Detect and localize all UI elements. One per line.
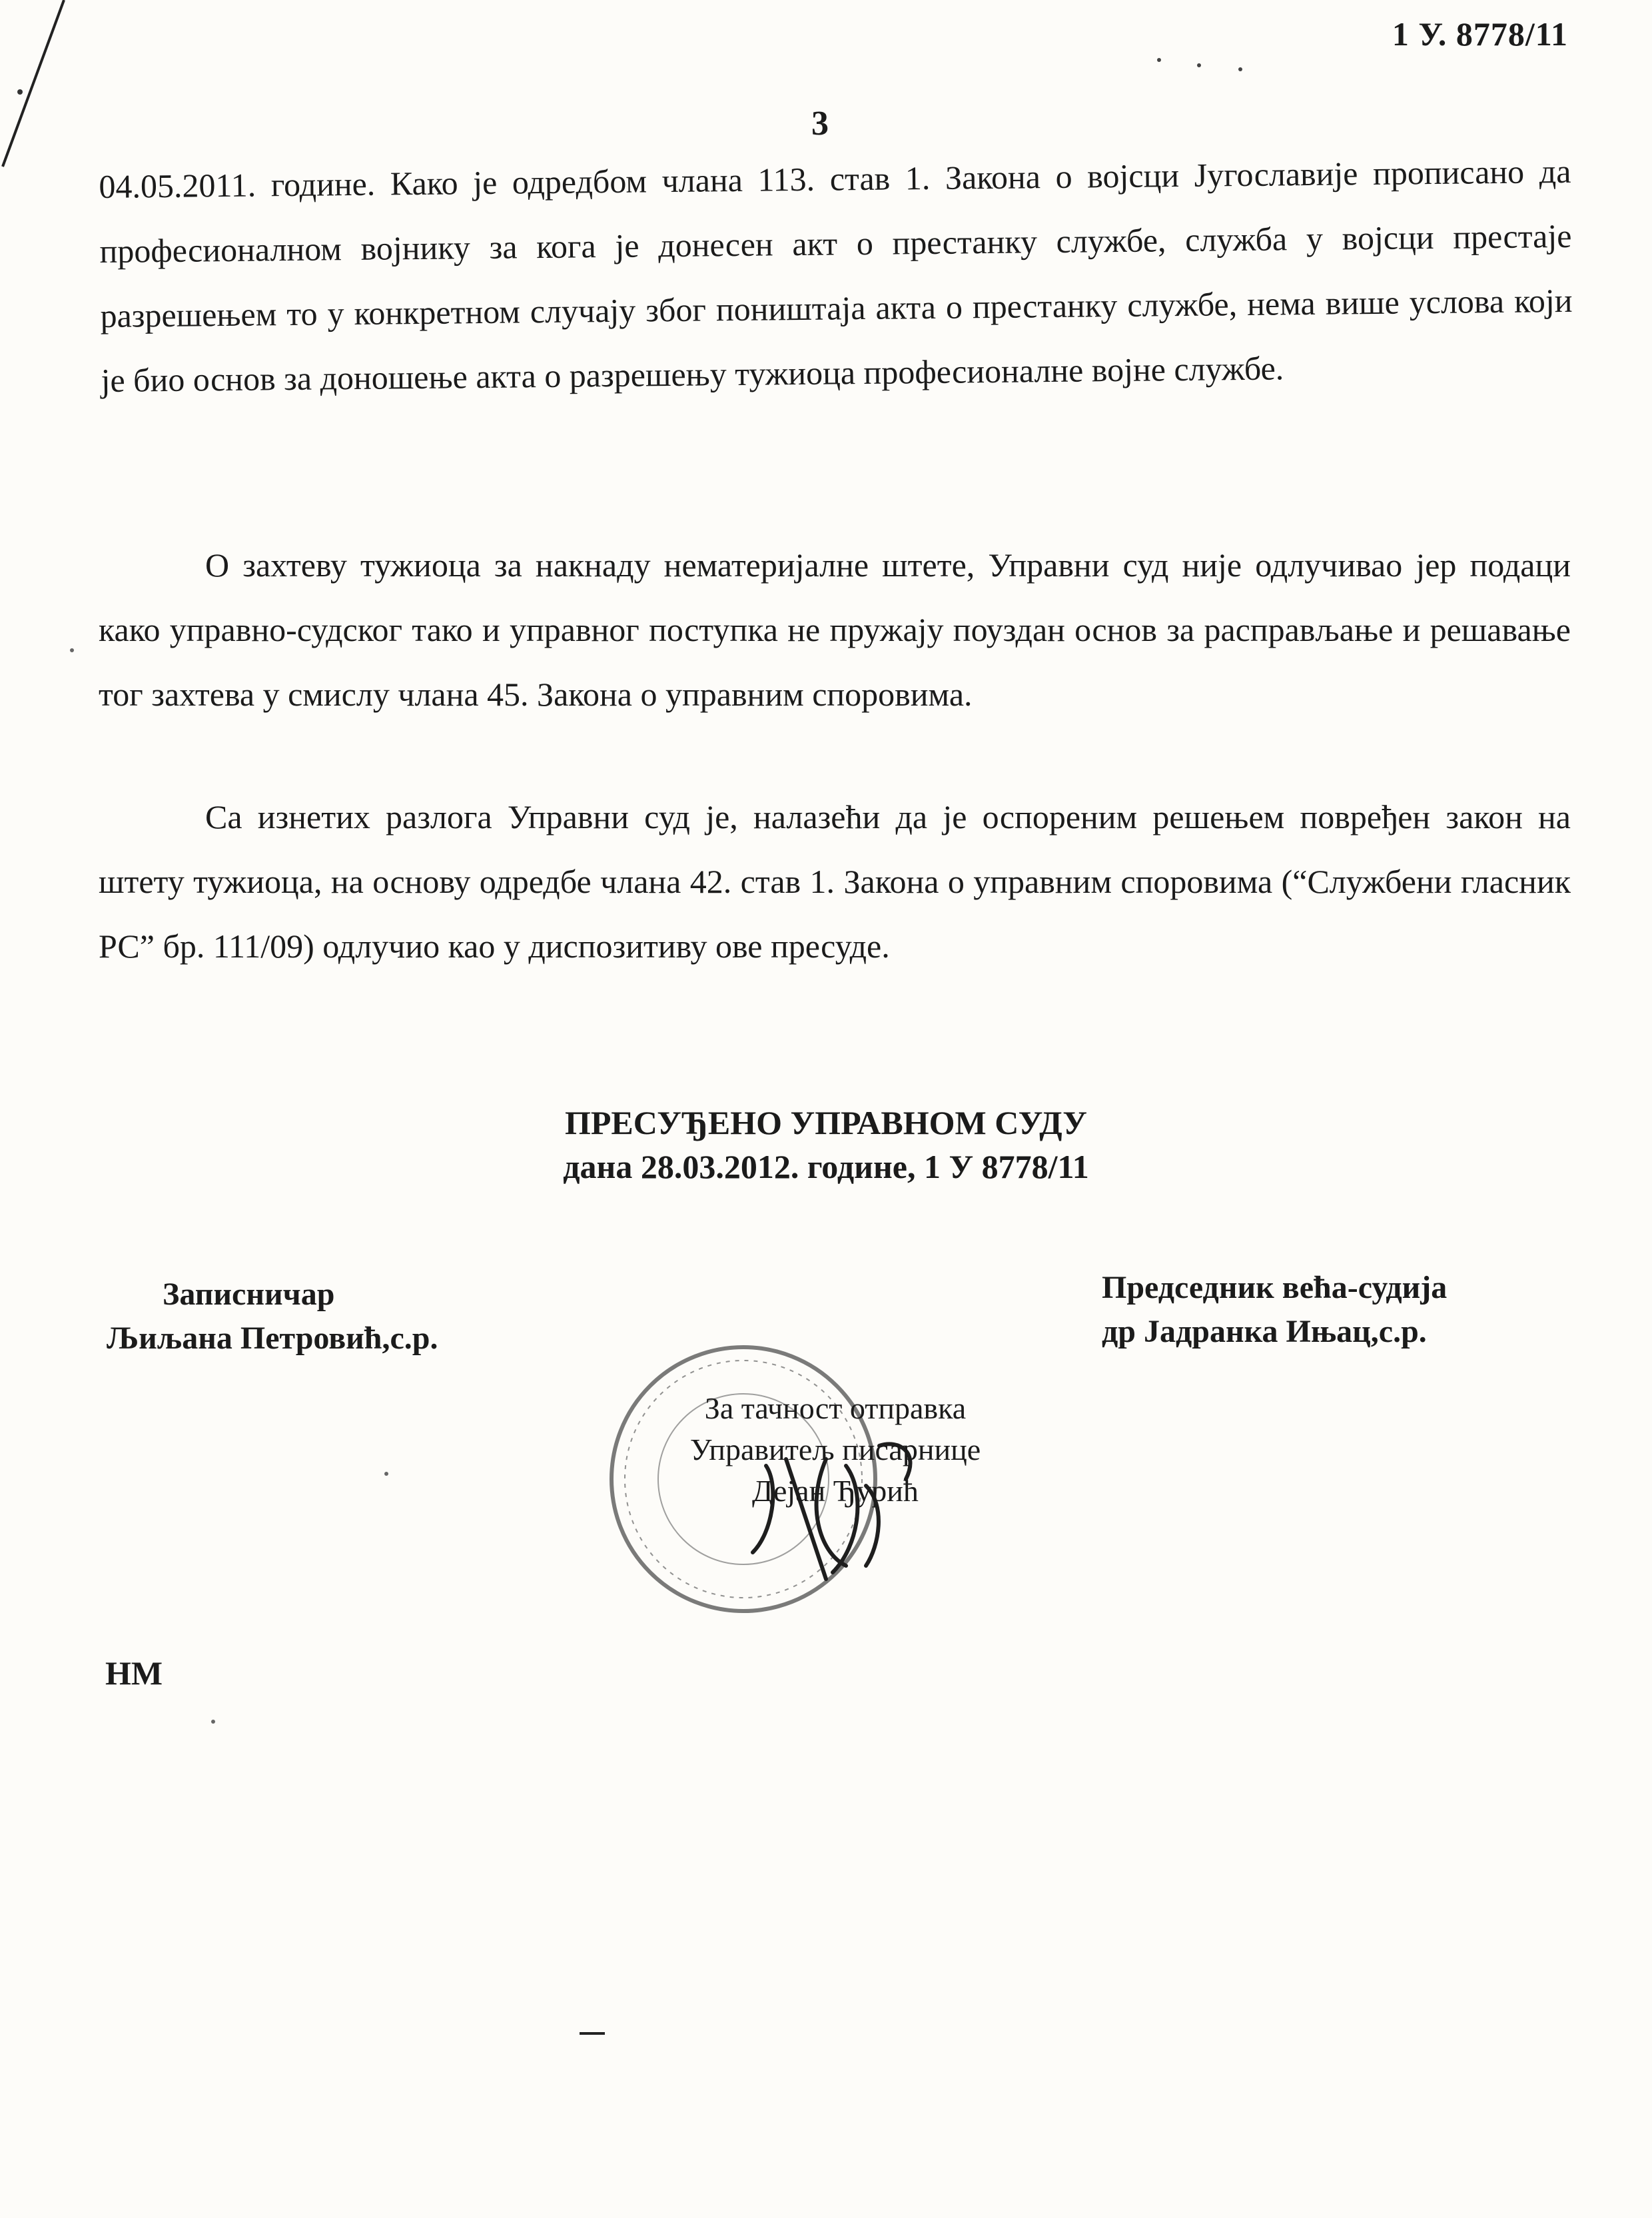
page-number: 3 [811, 105, 829, 143]
president-title: Председник већа-судија [1102, 1270, 1447, 1305]
case-number: 1 У. 8778/11 [1392, 15, 1568, 53]
scan-dot [70, 648, 74, 652]
paragraph-3: Са изнетих разлога Управни суд је, налазећи да је оспореним решењем повређен закон на штету тужиоца, на основу одредбе члана 42. став 1. Закона о управним споровима (“Службени гласник РС” бр. 111/09) одлучио као у диспозитиву ове пресуде. [99, 798, 1571, 965]
president-name: др Јадранка Ињац,с.р. [1102, 1314, 1427, 1349]
certification-line-3: Дејан Ђурић [752, 1474, 919, 1508]
typist-initials: НМ [105, 1654, 163, 1692]
scan-dot [384, 1472, 388, 1476]
certification-line-1: За тачност отправка [704, 1391, 967, 1425]
certification-text [669, 1388, 1002, 1512]
scan-dot [1157, 58, 1161, 62]
certification-line-2: Управитељ писарнице [689, 1432, 981, 1466]
scan-dot [211, 1720, 215, 1724]
scan-dot [17, 89, 23, 95]
verdict-heading: ПРЕСУЂЕНО УПРАВНОМ СУДУ [564, 1104, 1087, 1141]
president-signature-block [1102, 1266, 1447, 1354]
scan-dot [1238, 67, 1242, 71]
paragraph-2: О захтеву тужиоца за накнаду нематеријалне штете, Управни суд није одлучивао јер подаци како управно-судског тако и управног поступка не пружају поуздан основ за расправљање и решавање тог захтева у смислу члана 45. Закона о управним споровима. [99, 546, 1571, 713]
verdict-date: дана 28.03.2012. године, 1 У 8778/11 [563, 1148, 1089, 1185]
paragraph-1: 04.05.2011. године. Како је одредбом члана 113. став 1. Закона о војсци Југославије прописано да професионалном војнику за кога је донесен акт о престанку службе, служба у војсци престаје разрешењем то у конкретном случају због поништаја акта о престанку службе, нема више услова који је био основ за доношење акта о разрешењу тужиоца професионалне војне службе. [99, 152, 1573, 399]
scan-edge-line [3, 0, 64, 167]
recorder-signature-block [107, 1273, 438, 1361]
recorder-title: Записничар [163, 1277, 335, 1312]
recorder-name: Љиљана Петровић,с.р. [107, 1321, 438, 1356]
scan-dot [1197, 63, 1201, 67]
